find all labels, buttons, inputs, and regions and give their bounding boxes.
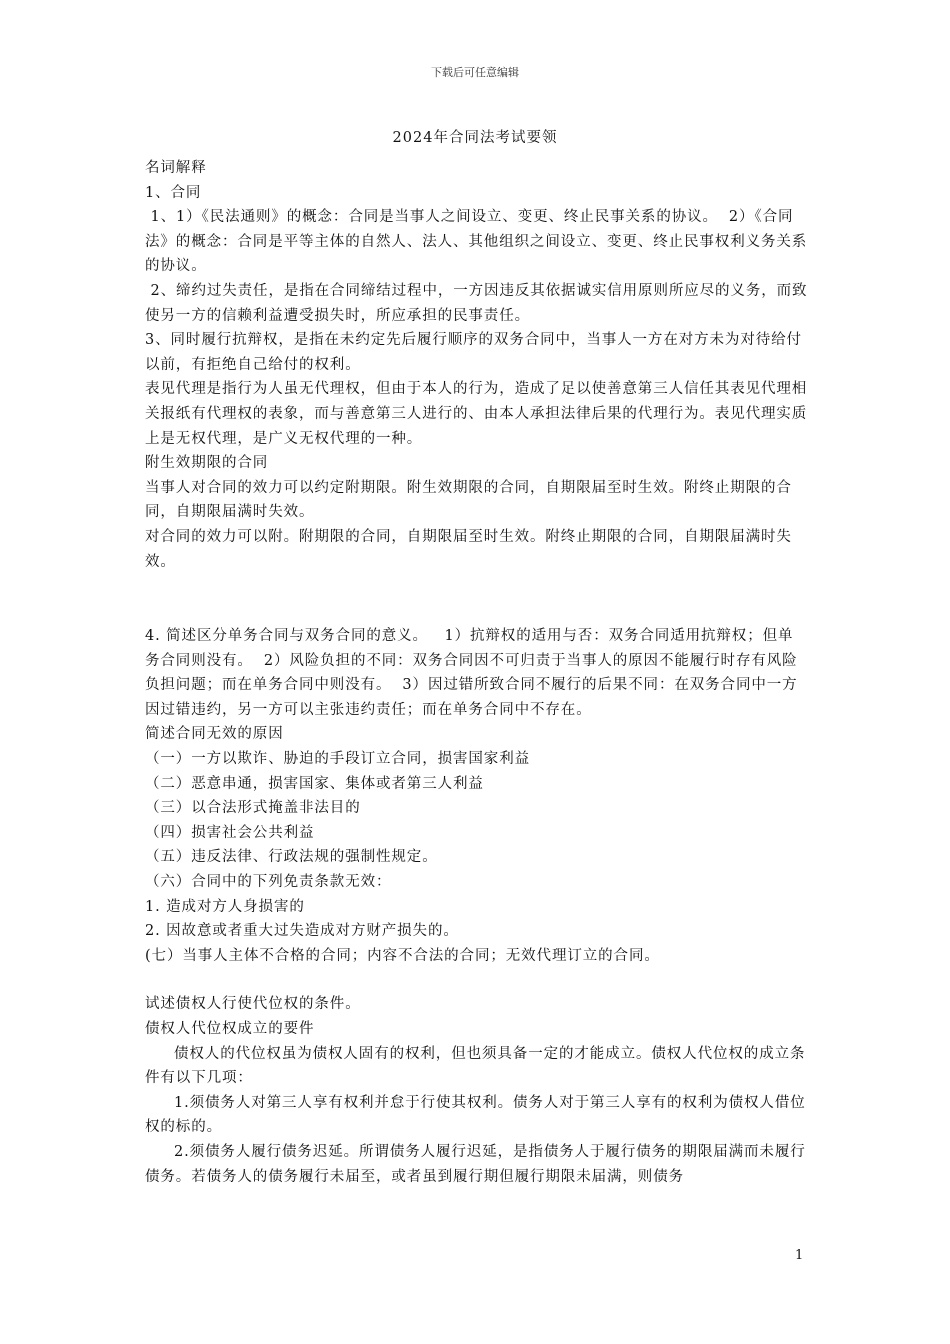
subheading: 附生效期限的合同: [145, 455, 269, 472]
page-number: 1: [795, 1248, 804, 1263]
list-item: （六）合同中的下列免责条款无效：: [145, 874, 392, 891]
document-title: 2024年合同法考试要领: [392, 130, 558, 146]
spacer: [145, 968, 808, 992]
paragraph: 1.须债务人对第三人享有权利并怠于行使其权利。债务人对于第三人享有的权利为债权人借位权的标的。: [145, 1094, 806, 1136]
paragraph: 当事人对合同的效力可以约定附期限。附生效期限的合同，自期限届至时生效。附终止期限的合同，自期限届满时失效。: [145, 479, 792, 521]
paragraph: 2、缔约过失责任，是指在合同缔结过程中，一方因违反其依据诚实信用原则所应尽的义务，而致使另一方的信赖利益遭受损失时，所应承担的民事责任。: [145, 282, 808, 324]
list-item: （四）损害社会公共利益: [145, 824, 315, 841]
paragraph: 1、1）《民法通则》的概念：合同是当事人之间设立、变更、终止民事关系的协议。 2）《合同法》的概念：合同是平等主体的自然人、法人、其他组织之间设立、变更、终止民事权利义务关系的协议。: [145, 209, 808, 275]
document-body: [145, 156, 808, 1189]
list-item: （五）违反法律、行政法规的强制性规定。: [145, 849, 438, 866]
list-item: （三）以合法形式掩盖非法目的: [145, 800, 361, 817]
spacer: [145, 574, 808, 624]
page-header: 下载后可任意编辑: [431, 66, 519, 79]
section-heading: 债权人代位权成立的要件: [145, 1021, 315, 1037]
list-item: （二）恶意串通，损害国家、集体或者第三人利益: [145, 775, 484, 792]
list-item: 2. 因故意或者重大过失造成对方财产损失的。: [145, 923, 459, 940]
paragraph: 3、同时履行抗辩权，是指在未约定先后履行顺序的双务合同中，当事人一方在对方未为对待给付以前，有拒绝自己给付的权利。: [145, 332, 802, 373]
paragraph: 对合同的效力可以附。附期限的合同，自期限届至时生效。附终止期限的合同，自期限届满时失效。: [145, 528, 792, 570]
list-item: （一）一方以欺诈、胁迫的手段订立合同，损害国家利益: [145, 751, 530, 768]
paragraph: 2.须债务人履行债务迟延。所谓债务人履行迟延，是指债务人于履行债务的期限届满而未履行债务。若债务人的债务履行未届至，或者虽到履行期但履行期限未届满，则债务: [145, 1143, 806, 1185]
list-item: (七）当事人主体不合格的合同；内容不合法的合同；无效代理订立的合同。: [145, 947, 660, 964]
list-item: 1. 造成对方人身损害的: [145, 898, 305, 915]
paragraph: 4. 简述区分单务合同与双务合同的意义。 1）抗辩权的适用与否：双务合同适用抗辩权；但单务合同则没有。 2）风险负担的不同：双务合同因不可归责于当事人的原因不能履行时存有风险负担问题；而在单务合同中则没有。 3）因过错所致合同不履行的后果不同：在双务合同中一方因过错违约，另一方可以主张违约责任；而在单务合同中不存在。: [145, 628, 798, 718]
paragraph: 债权人的代位权虽为债权人固有的权利，但也须具备一定的才能成立。债权人代位权的成立条件有以下几项：: [145, 1045, 806, 1087]
section-heading: 简述合同无效的原因: [145, 726, 284, 743]
section-heading: 试述债权人行使代位权的条件。: [145, 996, 361, 1013]
section-heading: 名词解释: [145, 160, 207, 176]
paragraph: 表见代理是指行为人虽无代理权，但由于本人的行为，造成了足以使善意第三人信任其表见代理相关报纸有代理权的表象，而与善意第三人进行的、由本人承担法律后果的代理行为。表见代理实质上是无权代理，是广义无权代理的一种。: [145, 381, 808, 447]
item-label: 1、合同: [145, 184, 202, 201]
